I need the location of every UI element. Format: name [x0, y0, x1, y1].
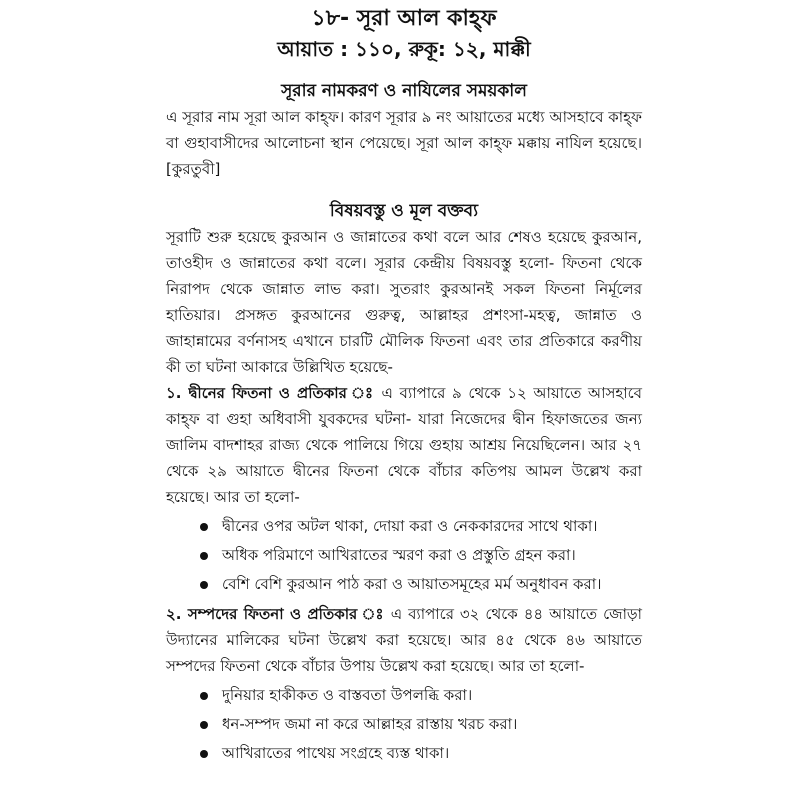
- list-item: [200, 681, 642, 710]
- list-item-text: দুনিয়ার হাকীকত ও বাস্তবতা উপলব্ধি করা।: [222, 686, 473, 704]
- bullet-icon: [200, 581, 208, 589]
- list-item: [200, 541, 642, 570]
- content-section-intro: সূরাটি শুরু হয়েছে কুরআন ও জান্নাতের কথা বলে আর শেষও হয়েছে কুরআন, তাওহীদ ও জান্নাতের কথা বলে। সূরার কেন্দ্রীয় বিষয়বস্তু হলো- ফিতনা থেকে নিরাপদ থেকে জান্নাত লাভ করা। সুতরাং কুরআনই সকল ফিতনা নির্মূলের হাতিয়ার। প্রসঙ্গত কুরআনের গুরুত্ব, আল্লাহর প্রশংসা-মহত্ব, জান্নাত ও জাহান্নামের বর্ণনাসহ এখানে চারটি মৌলিক ফিতনা এবং তার প্রতিকারে করণীয় কী তা ঘটনা আকারে উল্লিখিত হয়েছে-: [166, 228, 642, 376]
- point-1-bullet-list: [166, 512, 642, 599]
- list-item-text: আখিরাতের পাথেয় সংগ্রহে ব্যস্ত থাকা।: [222, 744, 450, 762]
- naming-section-body: এ সূরার নাম সূরা আল কাহ্ফ। কারণ সূরার ৯ নং আয়াতের মধ্যে আসহাবে কাহ্ফ বা গুহাবাসীদের আলোচনা স্থান পেয়েছে। সূরা আল কাহ্ফ মক্কায় নাযিল হয়েছে। [কুরতুবী]: [166, 108, 642, 178]
- list-item: [200, 710, 642, 739]
- point-2-title: ২. সম্পদের ফিতনা ও প্রতিকার ঃ: [166, 605, 385, 623]
- list-item-text: ধন-সম্পদ জমা না করে আল্লাহর রাস্তায় খরচ করা।: [222, 715, 518, 733]
- content-section-heading: বিষয়বস্তু ও মূল বক্তব্য: [329, 201, 479, 221]
- list-item: [200, 512, 642, 541]
- list-item-text: দ্বীনের ওপর অটল থাকা, দোয়া করা ও নেককারদের সাথে থাকা।: [222, 517, 598, 535]
- point-2-bullet-list: [166, 681, 642, 768]
- list-item-text: অধিক পরিমাণে আখিরাতের স্মরণ করা ও প্রস্তুতি গ্রহন করা।: [222, 546, 576, 564]
- bullet-icon: [200, 552, 208, 560]
- list-item-text: বেশি বেশি কুরআন পাঠ করা ও আয়াতসমূহের মর্ম অনুধাবন করা।: [222, 575, 602, 593]
- bullet-icon: [200, 721, 208, 729]
- bullet-icon: [200, 692, 208, 700]
- section-spacer: [166, 182, 642, 198]
- point-1-text: এ ব্যাপারে ৯ থেকে ১২ আয়াতে আসহাবে কাহ্ফ বা গুহা অধিবাসী যুবকদের ঘটনা- যারা নিজেদের দ্বীন হিফাজতের জন্য জালিম বাদশাহর রাজ্য থেকে পালিয়ে গিয়ে গুহায় আশ্রয় নিয়েছিলেন। আর ২৭ থেকে ২৯ আয়াতে দ্বীনের ফিতনা থেকে বাঁচার কতিপয় আমল উল্লেখ করা হয়েছে। আর তা হলো-: [166, 384, 642, 506]
- point-1-paragraph: [166, 380, 642, 510]
- naming-section-heading: সূরার নামকরণ ও নাযিলের সময়কাল: [281, 81, 527, 101]
- bullet-icon: [200, 750, 208, 758]
- list-item: [200, 739, 642, 768]
- point-2-paragraph: [166, 601, 642, 679]
- list-item: [200, 570, 642, 599]
- surah-title: ১৮- সূরা আল কাহ্ফ: [311, 6, 497, 31]
- point-2-text: এ ব্যাপারে ৩২ থেকে ৪৪ আয়াতে জোড়া উদ্যানের মালিকের ঘটনা উল্লেখ করা হয়েছে। আর ৪৫ থেকে ৪৬ আয়াতে সম্পদের ফিতনা থেকে বাঁচার উপায় উল্লেখ করা হয়েছে। আর তা হলো-: [166, 605, 642, 675]
- point-1-title: ১. দ্বীনের ফিতনা ও প্রতিকার ঃ: [166, 384, 375, 402]
- bullet-icon: [200, 523, 208, 531]
- surah-subtitle: আয়াত : ১১০, রুকূ: ১২, মাক্কী: [277, 37, 531, 61]
